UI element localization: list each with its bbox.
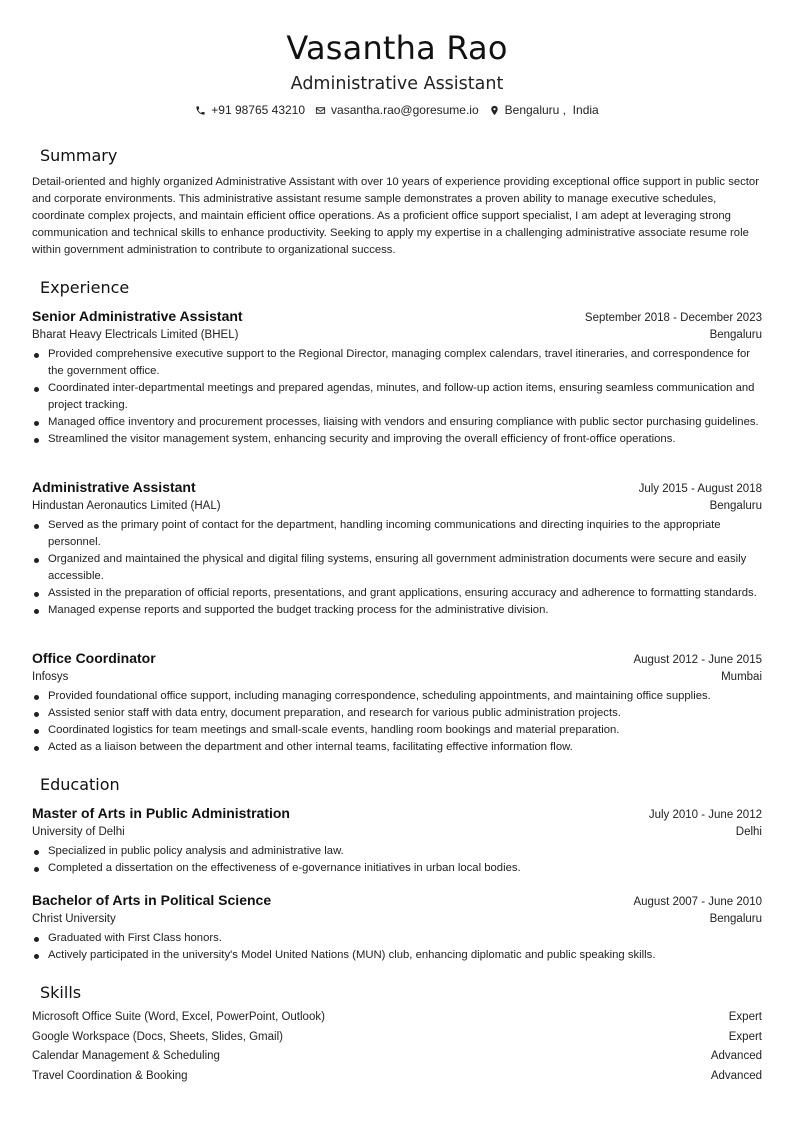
entry-dates: July 2010 - June 2012	[648, 809, 762, 821]
entry-bullets	[32, 688, 762, 756]
skill-name: Travel Coordination & Booking	[32, 1070, 188, 1083]
skill-row	[32, 1047, 762, 1067]
entry-school: University of Delhi	[32, 826, 125, 838]
contact-location	[489, 102, 599, 118]
entry-title: Office Coordinator	[32, 650, 156, 666]
summary-text: Detail-oriented and highly organized Administrative Assistant with over 10 years of experience providing exceptional office support in public sector and corporate environments. This administrative assistant resume sample demonstrates a proven ability to manage executive schedules, coordinate complex projects, and maintain efficient office operations. As a proficient office support specialist, I am adept at leveraging strong communication and technical skills to enhance productivity. Seeking to apply my expertise in a challenging administrative associate resume role within government administration to contribute to organizational success.	[32, 176, 759, 256]
skill-name: Microsoft Office Suite (Word, Excel, PowerPoint, Outlook)	[32, 1011, 325, 1023]
contact-phone	[195, 102, 305, 118]
entry-dates: July 2015 - August 2018	[638, 483, 762, 495]
bullet-item: Acted as a liaison between the department and other internal teams, facilitating effective information flow.	[32, 739, 762, 756]
skill-row	[32, 1067, 762, 1087]
entry-dates: August 2012 - June 2015	[633, 654, 762, 666]
entry-company: Bharat Heavy Electricals Limited (BHEL)	[32, 329, 239, 341]
entry-title: Senior Administrative Assistant	[32, 308, 243, 324]
skill-name: Google Workspace (Docs, Sheets, Slides, Gmail)	[32, 1030, 283, 1043]
entry-title: Bachelor of Arts in Political Science	[32, 892, 272, 908]
entry-location: Mumbai	[721, 671, 762, 683]
entry-school: Christ University	[32, 913, 116, 925]
email-text: vasantha.rao@goresume.io	[331, 103, 479, 117]
experience-entry	[32, 478, 762, 619]
experience-entry	[32, 307, 762, 448]
entry-location: Delhi	[735, 826, 762, 838]
candidate-title: Administrative Assistant	[290, 74, 504, 94]
skill-level: Expert	[728, 1011, 762, 1023]
contact-bar	[0, 102, 794, 118]
education-heading: Education	[40, 775, 120, 794]
skill-level: Advanced	[710, 1070, 762, 1083]
location-text: Bengaluru , India	[504, 103, 599, 117]
entry-bullets	[32, 930, 762, 964]
entry-location: Bengaluru	[709, 329, 762, 341]
bullet-item: Specialized in public policy analysis and administrative law.	[32, 843, 762, 860]
bullet-item: Served as the primary point of contact for the department, handling incoming communications and directing inquiries to the appropriate personnel.	[32, 517, 762, 551]
bullet-item: Coordinated logistics for team meetings and small-scale events, handling room bookings and material preparation.	[32, 722, 762, 739]
skills-list	[32, 1008, 762, 1087]
entry-company: Infosys	[32, 671, 69, 683]
bullet-item: Assisted senior staff with data entry, document preparation, and research for various public administration projects.	[32, 705, 762, 722]
entry-location: Bengaluru	[709, 500, 762, 512]
bullet-item: Provided foundational office support, including managing correspondence, scheduling appointments, and maintaining office supplies.	[32, 688, 762, 705]
skill-level: Expert	[728, 1030, 762, 1043]
location-pin-icon	[489, 105, 500, 116]
candidate-name: Vasantha Rao	[286, 29, 508, 67]
entry-bullets	[32, 346, 762, 448]
entry-title: Master of Arts in Public Administration	[32, 805, 290, 821]
bullet-item: Assisted in the preparation of official reports, presentations, and grant applications, ensuring accuracy and adherence to formatting standards.	[32, 585, 762, 602]
bullet-item: Managed office inventory and procurement processes, liaising with vendors and ensuring compliance with public sector purchasing guidelines.	[32, 414, 762, 431]
education-entry	[32, 804, 762, 877]
entry-title: Administrative Assistant	[32, 479, 196, 495]
entry-dates: August 2007 - June 2010	[633, 896, 762, 908]
summary-heading: Summary	[40, 146, 118, 165]
entry-company: Hindustan Aeronautics Limited (HAL)	[32, 500, 221, 512]
experience-heading: Experience	[40, 278, 130, 297]
skill-name: Calendar Management & Scheduling	[32, 1050, 220, 1063]
skill-row	[32, 1008, 762, 1028]
bullet-item: Coordinated inter-departmental meetings and prepared agendas, minutes, and follow-up action items, ensuring seamless communication and project tracking.	[32, 380, 762, 414]
bullet-item: Organized and maintained the physical and digital filing systems, ensuring all government administration documents were secure and easily accessible.	[32, 551, 762, 585]
bullet-item: Managed expense reports and supported the budget tracking process for the administrative division.	[32, 602, 762, 619]
education-entry	[32, 891, 762, 964]
contact-email	[315, 102, 479, 118]
skill-row	[32, 1028, 762, 1048]
entry-bullets	[32, 843, 762, 877]
phone-icon	[195, 105, 206, 116]
phone-text: +91 98765 43210	[211, 103, 306, 117]
experience-entry	[32, 649, 762, 756]
bullet-item: Streamlined the visitor management system, enhancing security and improving the overall efficiency of front-office operations.	[32, 431, 762, 448]
entry-dates: September 2018 - December 2023	[584, 312, 762, 324]
bullet-item: Graduated with First Class honors.	[32, 930, 762, 947]
bullet-item: Completed a dissertation on the effectiveness of e-governance initiatives in urban local bodies.	[32, 860, 762, 877]
entry-bullets	[32, 517, 762, 619]
entry-location: Bengaluru	[709, 913, 762, 925]
mail-icon	[315, 105, 326, 116]
bullet-item: Provided comprehensive executive support to the Regional Director, managing complex calendars, travel itineraries, and correspondence for the government office.	[32, 346, 762, 380]
skills-heading: Skills	[40, 983, 82, 1002]
bullet-item: Actively participated in the university's Model United Nations (MUN) club, enhancing diplomatic and public speaking skills.	[32, 947, 762, 964]
skill-level: Advanced	[710, 1050, 762, 1063]
